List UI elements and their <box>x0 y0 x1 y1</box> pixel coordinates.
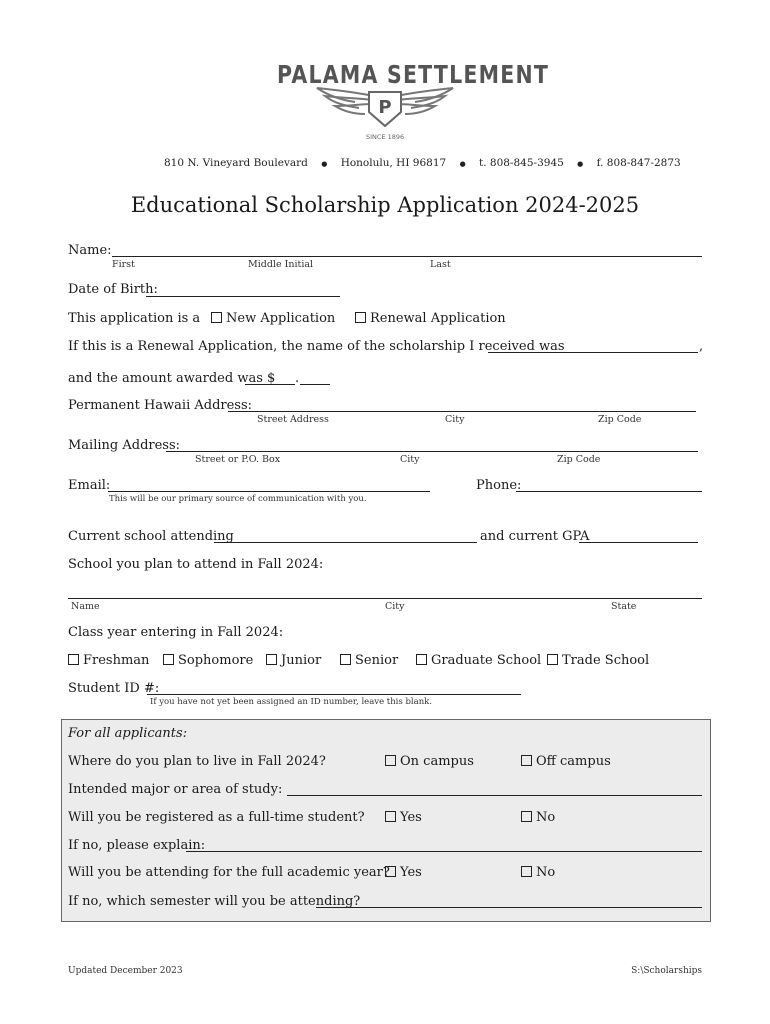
since-text: SINCE 1896 <box>366 133 405 141</box>
option-label: Yes <box>400 810 422 825</box>
fulltime-question: Will you be registered as a full-time student? <box>68 810 365 825</box>
option-label: Junior <box>281 653 322 668</box>
checkbox-icon[interactable] <box>68 654 79 665</box>
bullet-separator: ● <box>321 160 328 168</box>
permanent-zip-caption: Zip Code <box>598 414 642 425</box>
name-label: Name: <box>68 243 112 258</box>
new-application-label: New Application <box>226 311 336 326</box>
org-name: PALAMA SETTLEMENT <box>277 60 550 89</box>
bullet-separator: ● <box>577 160 584 168</box>
checkbox-icon[interactable] <box>547 654 558 665</box>
new-application-option[interactable] <box>211 311 335 326</box>
footer-path: S:\Scholarships <box>631 966 702 976</box>
option-label: Trade School <box>562 653 650 668</box>
checkbox-icon[interactable] <box>266 654 277 665</box>
class-year-label: Class year entering in Fall 2024: <box>68 625 284 640</box>
mailing-address-field[interactable] <box>166 451 698 452</box>
renewal-application-option[interactable] <box>355 311 506 326</box>
fulltime-yes-option[interactable] <box>385 810 422 825</box>
planned-school-field[interactable] <box>68 598 702 599</box>
option-label: Yes <box>400 865 422 880</box>
class-year-trade[interactable] <box>547 653 649 668</box>
name-field[interactable] <box>112 256 702 257</box>
class-year-freshman[interactable] <box>68 653 149 668</box>
fullyear-question: Will you be attending for the full academic year? <box>68 865 390 880</box>
planned-school-name-caption: Name <box>71 601 100 612</box>
first-name-caption: First <box>112 259 135 270</box>
wings-logo-icon <box>315 86 455 136</box>
permanent-street-caption: Street Address <box>257 414 329 425</box>
city-text: Honolulu, HI 96817 <box>340 157 447 169</box>
permanent-address-field[interactable] <box>228 411 696 412</box>
option-label: Freshman <box>83 653 150 668</box>
checkbox-icon[interactable] <box>385 755 396 766</box>
semester-field[interactable] <box>316 907 702 908</box>
option-label: Senior <box>355 653 399 668</box>
amount-dollars-field[interactable] <box>245 384 295 385</box>
application-type-label: This application is a <box>68 311 201 326</box>
option-label: On campus <box>400 754 474 769</box>
class-year-graduate[interactable] <box>416 653 541 668</box>
planned-school-label: School you plan to attend in Fall 2024: <box>68 557 324 572</box>
dob-label: Date of Birth: <box>68 282 158 297</box>
checkbox-icon[interactable] <box>521 866 532 877</box>
page-title: Educational Scholarship Application 2024-2025 <box>130 193 640 217</box>
mailing-zip-caption: Zip Code <box>557 454 601 465</box>
live-question: Where do you plan to live in Fall 2024? <box>68 754 326 769</box>
checkbox-icon[interactable] <box>521 811 532 822</box>
option-label: Graduate School <box>431 653 542 668</box>
amount-label: and the amount awarded was $ <box>68 371 276 386</box>
checkbox-icon[interactable] <box>211 312 222 323</box>
renewal-application-label: Renewal Application <box>370 311 506 326</box>
student-id-label: Student ID #: <box>68 681 160 696</box>
option-label: Sophomore <box>178 653 254 668</box>
explain-field[interactable] <box>186 851 702 852</box>
address-text: 810 N. Vineyard Boulevard <box>164 157 308 169</box>
email-label: Email: <box>68 478 111 493</box>
email-hint: This will be our primary source of communication with you. <box>109 494 367 504</box>
renewal-scholarship-label: If this is a Renewal Application, the name of the scholarship I received was <box>68 339 565 354</box>
class-year-senior[interactable] <box>340 653 398 668</box>
checkbox-icon[interactable] <box>355 312 366 323</box>
off-campus-option[interactable] <box>521 754 611 769</box>
mailing-address-label: Mailing Address: <box>68 438 181 453</box>
class-year-junior[interactable] <box>266 653 321 668</box>
scholarship-name-field[interactable] <box>488 352 698 353</box>
footer-updated: Updated December 2023 <box>68 966 183 976</box>
checkbox-icon[interactable] <box>340 654 351 665</box>
checkbox-icon[interactable] <box>521 755 532 766</box>
checkbox-icon[interactable] <box>163 654 174 665</box>
student-id-hint: If you have not yet been assigned an ID number, leave this blank. <box>150 697 433 707</box>
current-school-field[interactable] <box>214 542 477 543</box>
logo-letter: P <box>378 97 392 118</box>
option-label: No <box>536 810 556 825</box>
option-label: No <box>536 865 556 880</box>
major-field[interactable] <box>287 795 702 796</box>
student-id-field[interactable] <box>147 694 521 695</box>
middle-initial-caption: Middle Initial <box>248 259 314 270</box>
fulltime-no-option[interactable] <box>521 810 555 825</box>
planned-school-state-caption: State <box>611 601 637 612</box>
option-label: Off campus <box>536 754 611 769</box>
renewal-comma: , <box>699 339 704 354</box>
phone-label: Phone: <box>476 478 522 493</box>
explain-question: If no, please explain: <box>68 838 206 853</box>
checkbox-icon[interactable] <box>416 654 427 665</box>
major-question: Intended major or area of study: <box>68 782 283 797</box>
gpa-label: and current GPA <box>480 529 590 544</box>
on-campus-option[interactable] <box>385 754 474 769</box>
phone-field[interactable] <box>516 491 702 492</box>
mailing-city-caption: City <box>400 454 420 465</box>
fullyear-yes-option[interactable] <box>385 865 422 880</box>
amount-cents-field[interactable] <box>300 384 330 385</box>
permanent-address-label: Permanent Hawaii Address: <box>68 398 253 413</box>
semester-question: If no, which semester will you be attending? <box>68 894 361 909</box>
last-name-caption: Last <box>430 259 451 270</box>
fax-text: f. 808-847-2873 <box>596 157 681 169</box>
current-school-label: Current school attending <box>68 529 234 544</box>
planned-school-city-caption: City <box>385 601 405 612</box>
bullet-separator: ● <box>459 160 466 168</box>
gpa-field[interactable] <box>579 542 698 543</box>
checkbox-icon[interactable] <box>385 866 396 877</box>
fullyear-no-option[interactable] <box>521 865 555 880</box>
permanent-city-caption: City <box>445 414 465 425</box>
amount-decimal: . <box>295 371 300 386</box>
mailing-street-caption: Street or P.O. Box <box>195 454 281 465</box>
contact-line <box>164 157 681 169</box>
class-year-sophomore[interactable] <box>163 653 253 668</box>
all-applicants-heading: For all applicants: <box>68 726 188 741</box>
phone-text: t. 808-845-3945 <box>479 157 564 169</box>
dob-field[interactable] <box>146 296 340 297</box>
checkbox-icon[interactable] <box>385 811 396 822</box>
email-field[interactable] <box>108 491 430 492</box>
